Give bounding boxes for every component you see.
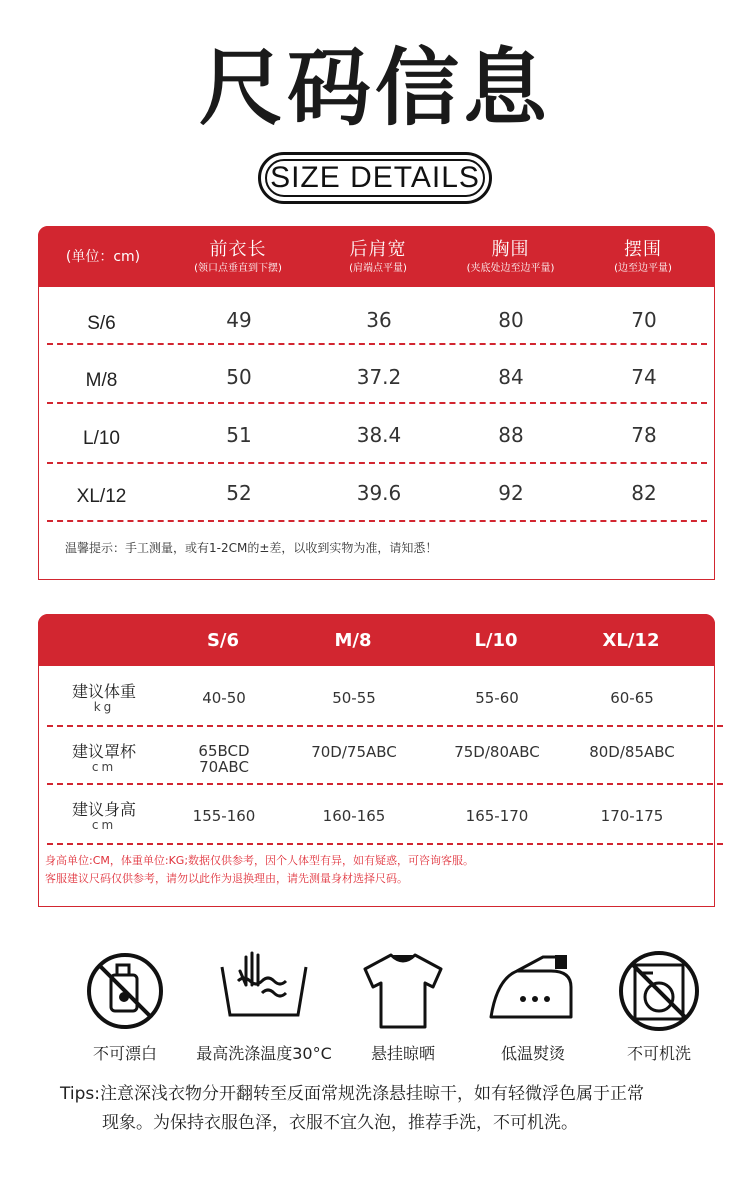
subtitle: SIZE DETAILS: [270, 161, 480, 194]
size-table-header: [38, 226, 715, 287]
hang-dry-icon: [357, 945, 449, 1037]
disclaimer-note: 客服建议尺码仅供参考，请勿以此作为退换理由，请先测量身材选择尺码。: [45, 872, 408, 885]
size-header: S/6: [206, 630, 240, 651]
unit-note: 身高单位:CM，体重单位:KG;数据仅供参考，因个人体型有异，如有疑惑，可咨询客服。: [45, 854, 475, 867]
no-bleach-icon: [79, 945, 171, 1037]
care-tips: Tips:注意深浅衣物分开翻转至反面常规洗涤悬挂晾干，如有轻微浮色属于正常 现象。为保持衣服色泽，衣服不宜久泡，推荐手洗，不可机洗。: [60, 1084, 644, 1133]
row-label-weight: 建议体重 kg: [71, 682, 136, 714]
row-divider: [47, 783, 723, 785]
row-divider: [47, 402, 707, 404]
size-header: M/8: [334, 630, 372, 651]
page-title: 尺码信息: [198, 39, 551, 137]
care-label: 悬挂晾晒: [370, 1044, 435, 1063]
row-divider: [47, 725, 723, 727]
recommend-table: S/6 M/8 L/10 XL/12 建议体重 kg 40-50 50-55 55-60 60-65 建议罩杯 cm 65BCD 70ABC 70D/75ABC 75D/80ABC 80D/85ABC 建议身高 cm 155-160 160-165 165-170 170-175 身高单位:CM，体重单位:KG;数据仅供参考，因个人体型有异，如有疑惑，可咨询客服。 客服建议尺码仅供参考，请勿以此作为退换理由，请先测量身材选择尺码。: [38, 614, 715, 907]
row-label-cup: 建议罩杯 cm: [71, 742, 136, 774]
size-header: XL/12: [602, 630, 660, 651]
row-divider: [47, 462, 707, 464]
low-iron-icon: [487, 945, 579, 1037]
wash-30-icon: [218, 945, 310, 1037]
row-divider: [47, 843, 723, 845]
size-table: (单位：cm) 前衣长 (领口点垂直到下摆) 后肩宽 (肩端点平量) 胸围 (夹底处边至边平量) 摆围 (边至边平量) S/6 49 36 80 70 M/8 50 37.2 84 74 L/10 51 38.4 88 78 XL/12 52 39.6 92 82 温馨提示：手工测量，或有1-2CM的±差，以收到实物为准，请知悉！: [38, 226, 715, 580]
row-divider: [47, 343, 707, 345]
care-label: 最高洗涤温度30°C: [196, 1044, 332, 1063]
care-label: 不可漂白: [92, 1044, 157, 1063]
unit-label: (单位：cm): [65, 249, 141, 265]
measurement-note: 温馨提示：手工测量，或有1-2CM的±差，以收到实物为准，请知悉！: [65, 541, 438, 555]
row-divider: [47, 520, 707, 522]
column-header: 后肩宽 (肩端点平量): [349, 239, 407, 274]
recommend-table-header: [38, 614, 715, 666]
column-header: 前衣长 (领口点垂直到下摆): [194, 239, 282, 274]
column-header: 摆围 (边至边平量): [614, 239, 672, 274]
column-header: 胸围 (夹底处边至边平量): [466, 239, 555, 274]
row-label-height: 建议身高 cm: [71, 800, 136, 832]
size-header: L/10: [474, 630, 518, 651]
no-machine-wash-icon: [613, 945, 705, 1037]
care-label: 低温熨烫: [500, 1044, 565, 1063]
care-label: 不可机洗: [626, 1044, 691, 1063]
